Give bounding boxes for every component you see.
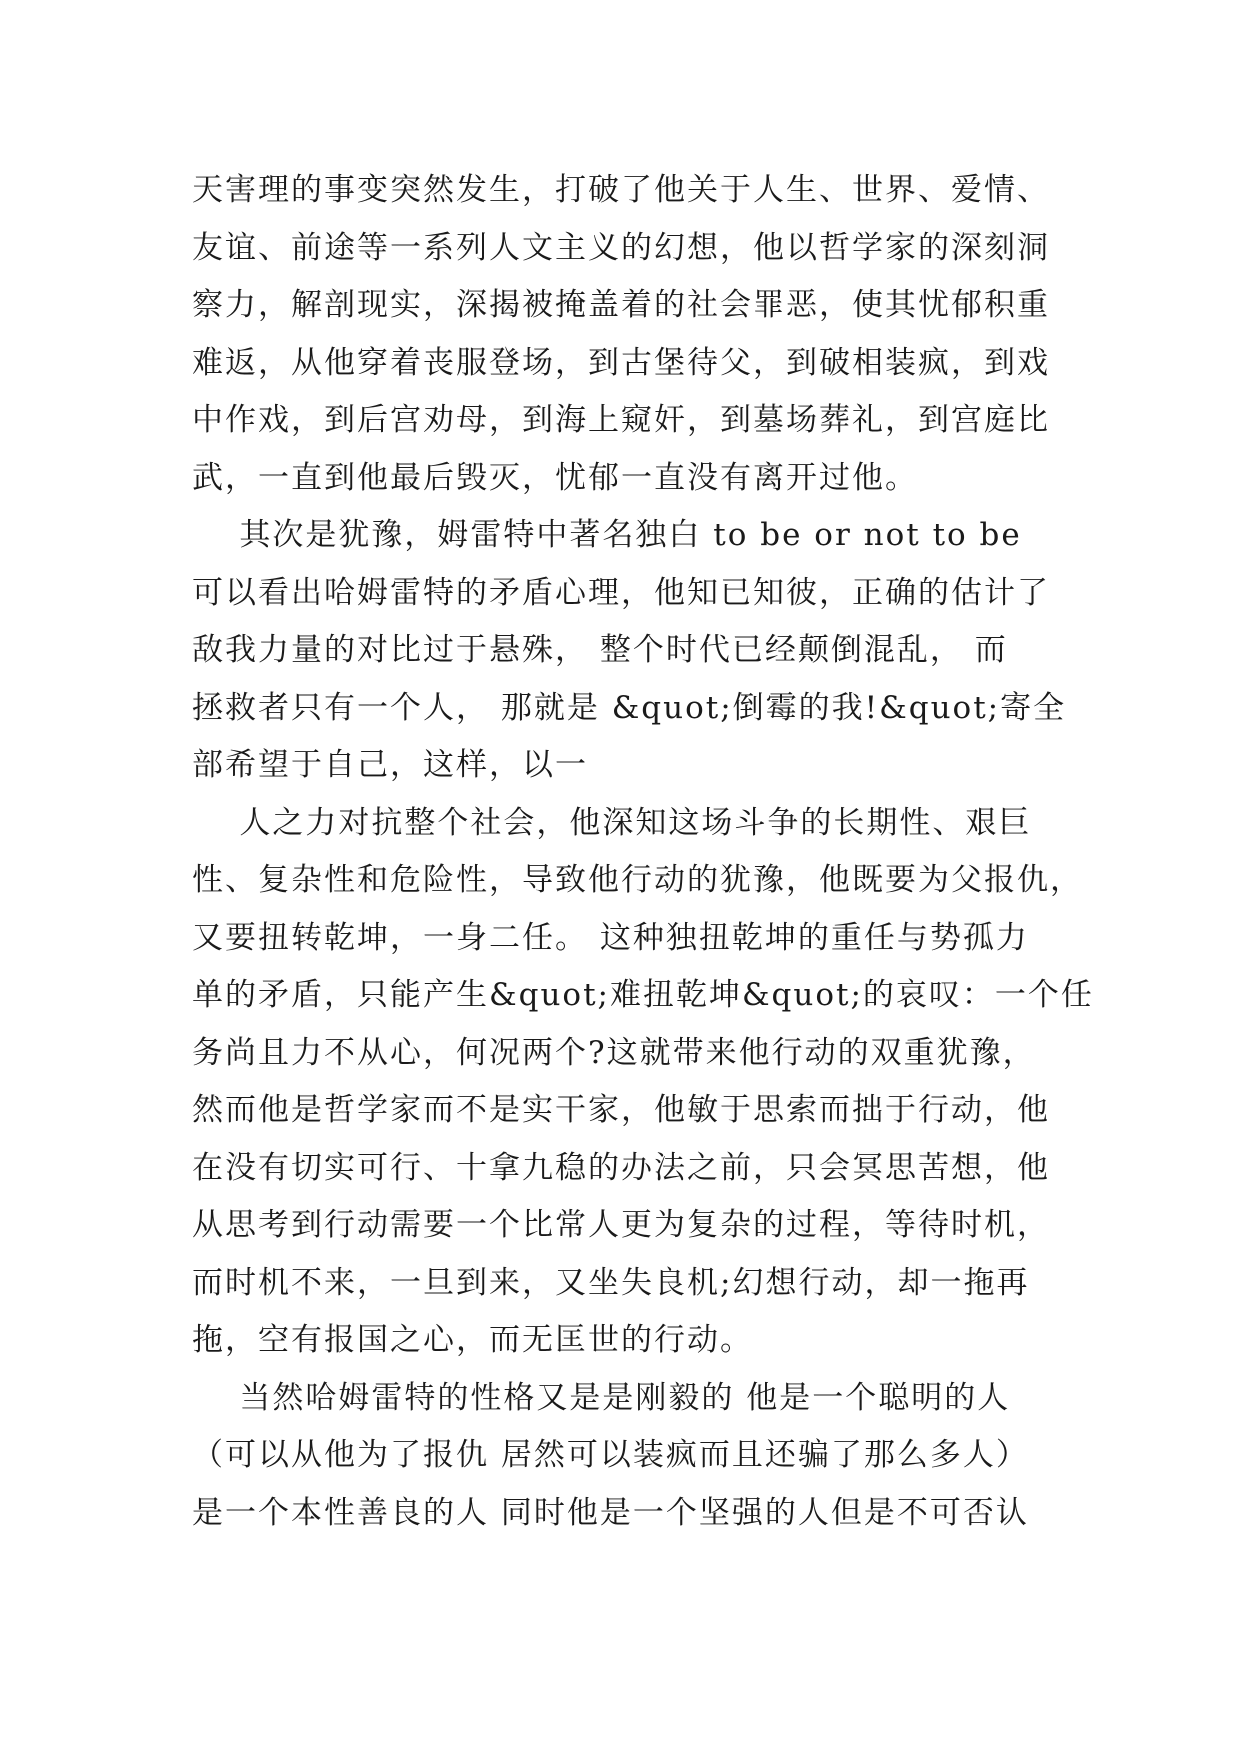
text-line: 单的矛盾，只能产生&quot;难扭乾坤&quot;的哀叹：一个任 bbox=[192, 977, 1094, 1013]
text-line: 武，一直到他最后毁灭，忧郁一直没有离开过他。 bbox=[192, 459, 918, 496]
text-line: 敌我力量的对比过于悬殊， 整个时代已经颠倒混乱， 而 bbox=[192, 632, 1008, 668]
text-line: 人之力对抗整个社会，他深知这场斗争的长期性、艰巨 bbox=[192, 804, 1032, 841]
text-line: （可以从他为了报仇 居然可以装疯而且还骗了那么多人） bbox=[192, 1437, 1029, 1473]
text-line: 拖，空有报国之心，而无匡世的行动。 bbox=[192, 1322, 753, 1358]
text-line: 中作戏，到后宫劝母，到海上窥奸，到墓场葬礼，到宫庭比 bbox=[192, 402, 1050, 438]
body-text bbox=[192, 162, 1094, 1542]
text-line: 从思考到行动需要一个比常人更为复杂的过程，等待时机， bbox=[192, 1207, 1050, 1243]
text-line: 性、复杂性和危险性，导致他行动的犹豫，他既要为父报仇， bbox=[192, 862, 1083, 898]
text-line: 当然哈姆雷特的性格又是是刚毅的 他是一个聪明的人 bbox=[192, 1379, 1011, 1416]
text-line: 其次是犹豫，姆雷特中著名独白 to be or not to be bbox=[192, 517, 1022, 553]
text-line: 又要扭转乾坤，一身二任。 这种独扭乾坤的重任与势孤力 bbox=[192, 919, 1029, 956]
text-line: 务尚且力不从心，何况两个?这就带来他行动的双重犹豫， bbox=[192, 1034, 1036, 1071]
text-line: 难返，从他穿着丧服登场，到古堡待父，到破相装疯，到戏 bbox=[192, 344, 1050, 381]
text-line: 拯救者只有一个人， 那就是 &quot;倒霉的我!&quot;寄全 bbox=[192, 689, 1067, 726]
text-line: 在没有切实可行、十拿九稳的办法之前，只会冥思苦想，他 bbox=[192, 1149, 1050, 1186]
text-line: 天害理的事变突然发生，打破了他关于人生、世界、爱情、 bbox=[192, 172, 1050, 208]
text-line: 部希望于自己，这样，以一 bbox=[192, 747, 588, 783]
text-line: 可以看出哈姆雷特的矛盾心理，他知已知彼，正确的估计了 bbox=[192, 574, 1050, 611]
text-line: 然而他是哲学家而不是实干家，他敏于思索而拙于行动，他 bbox=[192, 1092, 1050, 1128]
text-line: 而时机不来，一旦到来，又坐失良机;幻想行动，却一拖再 bbox=[192, 1264, 1030, 1301]
text-line: 察力，解剖现实，深揭被掩盖着的社会罪恶，使其忧郁积重 bbox=[192, 287, 1050, 323]
text-line: 是一个本性善良的人 同时他是一个坚强的人但是不可否认 bbox=[192, 1494, 1029, 1531]
text-line: 友谊、前途等一系列人文主义的幻想，他以哲学家的深刻洞 bbox=[192, 229, 1050, 266]
